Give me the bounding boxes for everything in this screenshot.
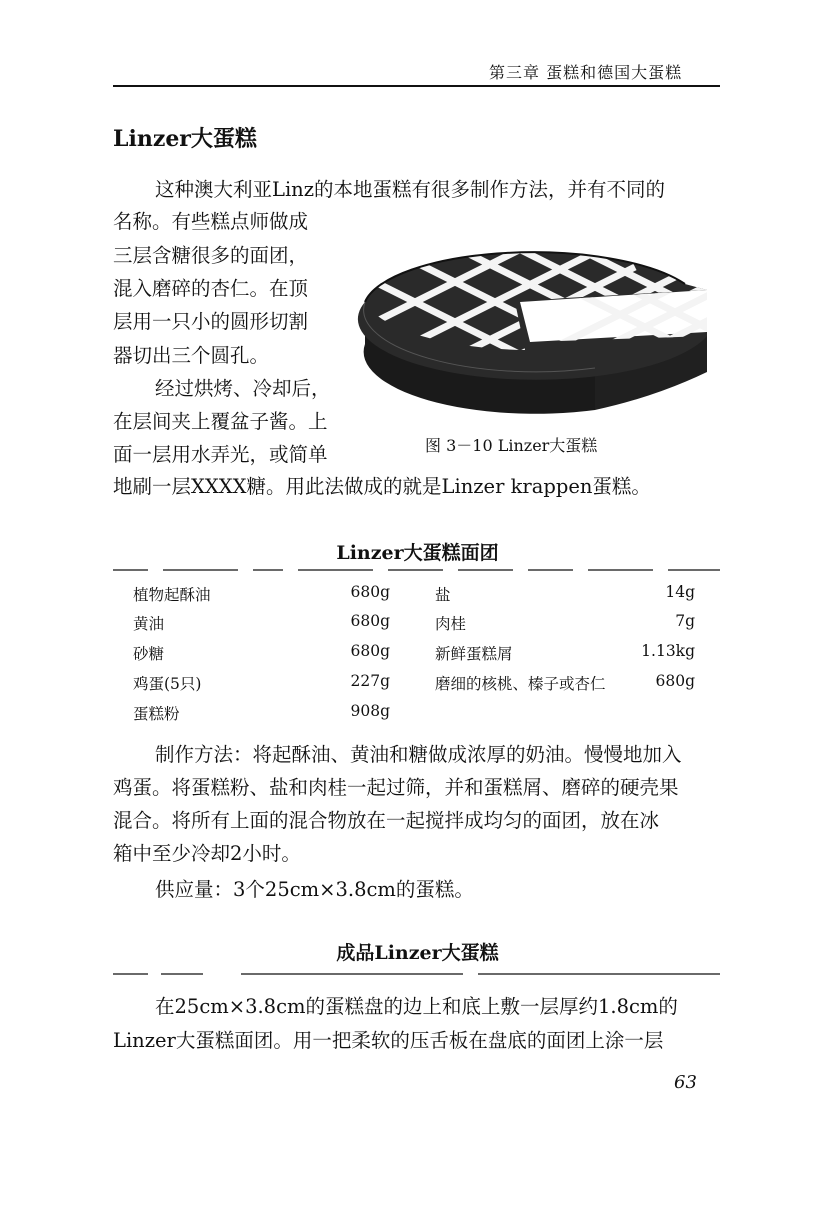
intro-line: 三层含糖很多的面团，: [113, 244, 309, 267]
ingredient-name: 植物起酥油: [133, 586, 211, 604]
ingredient-name: 黄油: [133, 615, 165, 633]
ingredient-name: 新鲜蛋糕屑: [435, 645, 513, 663]
intro-line: 在层间夹上覆盆子酱。上: [113, 410, 328, 433]
method-line: 鸡蛋。将蛋糕粉、盐和肉桂一起过筛，并和蛋糕屑、磨碎的硬壳果: [113, 776, 679, 799]
ingredient-name: 磨细的核桃、榛子或杏仁: [435, 675, 606, 693]
intro-line: 面一层用水弄光，或简单: [113, 443, 328, 466]
ingredient-name: 鸡蛋(5只): [133, 675, 202, 693]
ingredient-amount: 227g: [350, 672, 390, 690]
finished-section-rule: [113, 968, 720, 982]
ingredient-name: 蛋糕粉: [133, 705, 180, 723]
ingredient-amount: 908g: [350, 702, 390, 720]
header-rule: [113, 85, 720, 87]
ingredient-name: 肉桂: [435, 615, 467, 633]
intro-line: 混入磨碎的杏仁。在顶: [113, 277, 309, 300]
finished-line: 在25cm×3.8cm的蛋糕盘的边上和底上敷一层厚约1.8cm的: [155, 995, 678, 1018]
ingredient-amount: 1.13kg: [641, 642, 695, 660]
table-top-rule: [113, 564, 720, 578]
method-line: 制作方法：将起酥油、黄油和糖做成浓厚的奶油。慢慢地加入: [155, 743, 682, 766]
ingredient-amount: 680g: [350, 612, 390, 630]
finished-line: Linzer大蛋糕面团。用一把柔软的压舌板在盘底的面团上涂一层: [113, 1029, 664, 1052]
method-line: 箱中至少冷却2小时。: [113, 842, 301, 865]
ingredient-amount: 680g: [350, 642, 390, 660]
linzer-torte-illustration: [355, 232, 725, 422]
dough-table-title: Linzer大蛋糕面团: [336, 542, 499, 564]
ingredient-name: 盐: [435, 586, 451, 604]
intro-line: 器切出三个圆孔。: [113, 344, 270, 367]
yield-line: 供应量：3个25cm×3.8cm的蛋糕。: [155, 878, 474, 901]
intro-line: 地刷一层XXXX糖。用此法做成的就是Linzer krappen蛋糕。: [113, 475, 651, 498]
ingredient-name: 砂糖: [133, 645, 165, 663]
intro-line: 名称。有些糕点师做成: [113, 210, 309, 233]
finished-section-title: 成品Linzer大蛋糕: [336, 942, 499, 964]
method-line: 混合。将所有上面的混合物放在一起搅拌成均匀的面团，放在冰: [113, 809, 660, 832]
intro-line: 这种澳大利亚Linz的本地蛋糕有很多制作方法，并有不同的: [155, 178, 666, 201]
ingredient-amount: 680g: [350, 583, 390, 601]
figure-caption: 图 3－10 Linzer大蛋糕: [425, 436, 598, 455]
section-heading: Linzer大蛋糕: [113, 126, 257, 152]
running-header: 第三章 蛋糕和德国大蛋糕: [489, 63, 683, 82]
ingredient-amount: 7g: [675, 612, 695, 630]
ingredient-amount: 14g: [665, 583, 695, 601]
intro-line: 经过烘烤、冷却后，: [155, 377, 331, 400]
ingredient-amount: 680g: [655, 672, 695, 690]
intro-line: 层用一只小的圆形切割: [113, 310, 309, 333]
page-number: 63: [674, 1072, 697, 1093]
